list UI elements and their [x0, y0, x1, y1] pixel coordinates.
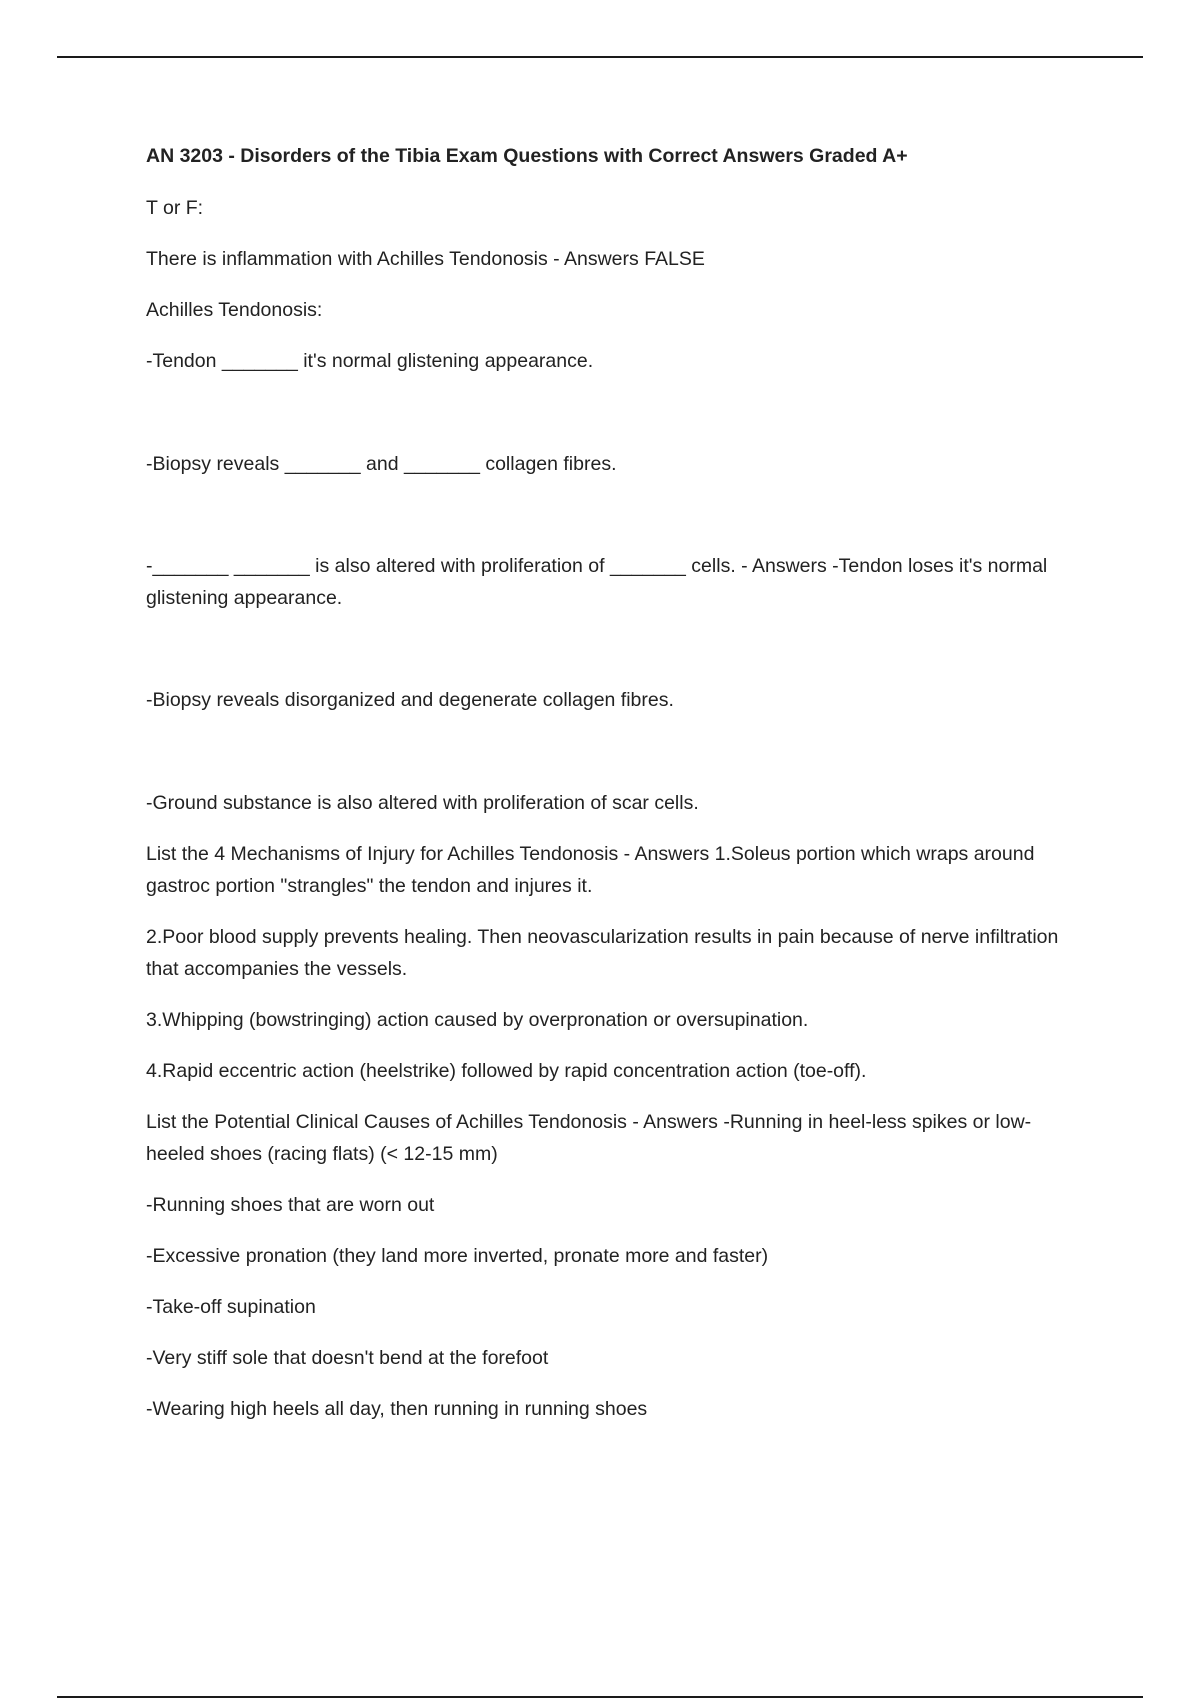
text-line: -Tendon _______ it's normal glistening appearance. — [146, 350, 594, 372]
text-line: 4.Rapid eccentric action (heelstrike) followed by rapid concentration action (toe-off). — [146, 1060, 867, 1082]
text-line: -_______ _______ is also altered with proliferation of _______ cells. - Answers -Tendon loses it's normal glistening appearance. — [146, 555, 1048, 609]
text-line: -Biopsy reveals _______ and _______ collagen fibres. — [146, 453, 617, 475]
text-line: -Biopsy reveals disorganized and degenerate collagen fibres. — [146, 689, 674, 711]
header-rule — [57, 56, 1143, 58]
footer-rule — [57, 1696, 1143, 1698]
text-line: There is inflammation with Achilles Tendonosis - Answers FALSE — [146, 248, 705, 270]
text-line: -Very stiff sole that doesn't bend at the forefoot — [146, 1347, 549, 1369]
text-line: -Excessive pronation (they land more inverted, pronate more and faster) — [146, 1245, 769, 1267]
text-line: 3.Whipping (bowstringing) action caused by overpronation or oversupination. — [146, 1009, 809, 1031]
text-line: 2.Poor blood supply prevents healing. Then neovascularization results in pain because of nerve infiltration that accompanies the vessels. — [146, 926, 1059, 980]
text-line: -Running shoes that are worn out — [146, 1194, 435, 1216]
text-line: Achilles Tendonosis: — [146, 299, 323, 321]
text-line: -Wearing high heels all day, then running in running shoes — [146, 1398, 648, 1420]
text-line: List the Potential Clinical Causes of Achilles Tendonosis - Answers -Running in heel-less spikes or low-heeled shoes (racing flats) (< 12-15 mm) — [146, 1111, 1032, 1165]
document-body — [146, 140, 1086, 1425]
document-title: AN 3203 - Disorders of the Tibia Exam Questions with Correct Answers Graded A+ — [146, 145, 908, 167]
text-line: T or F: — [146, 197, 204, 219]
text-line: -Ground substance is also altered with proliferation of scar cells. — [146, 792, 699, 814]
text-line: List the 4 Mechanisms of Injury for Achilles Tendonosis - Answers 1.Soleus portion which wraps around gastroc portion "strangles" the tendon and injures it. — [146, 843, 1035, 897]
text-line: -Take-off supination — [146, 1296, 316, 1318]
